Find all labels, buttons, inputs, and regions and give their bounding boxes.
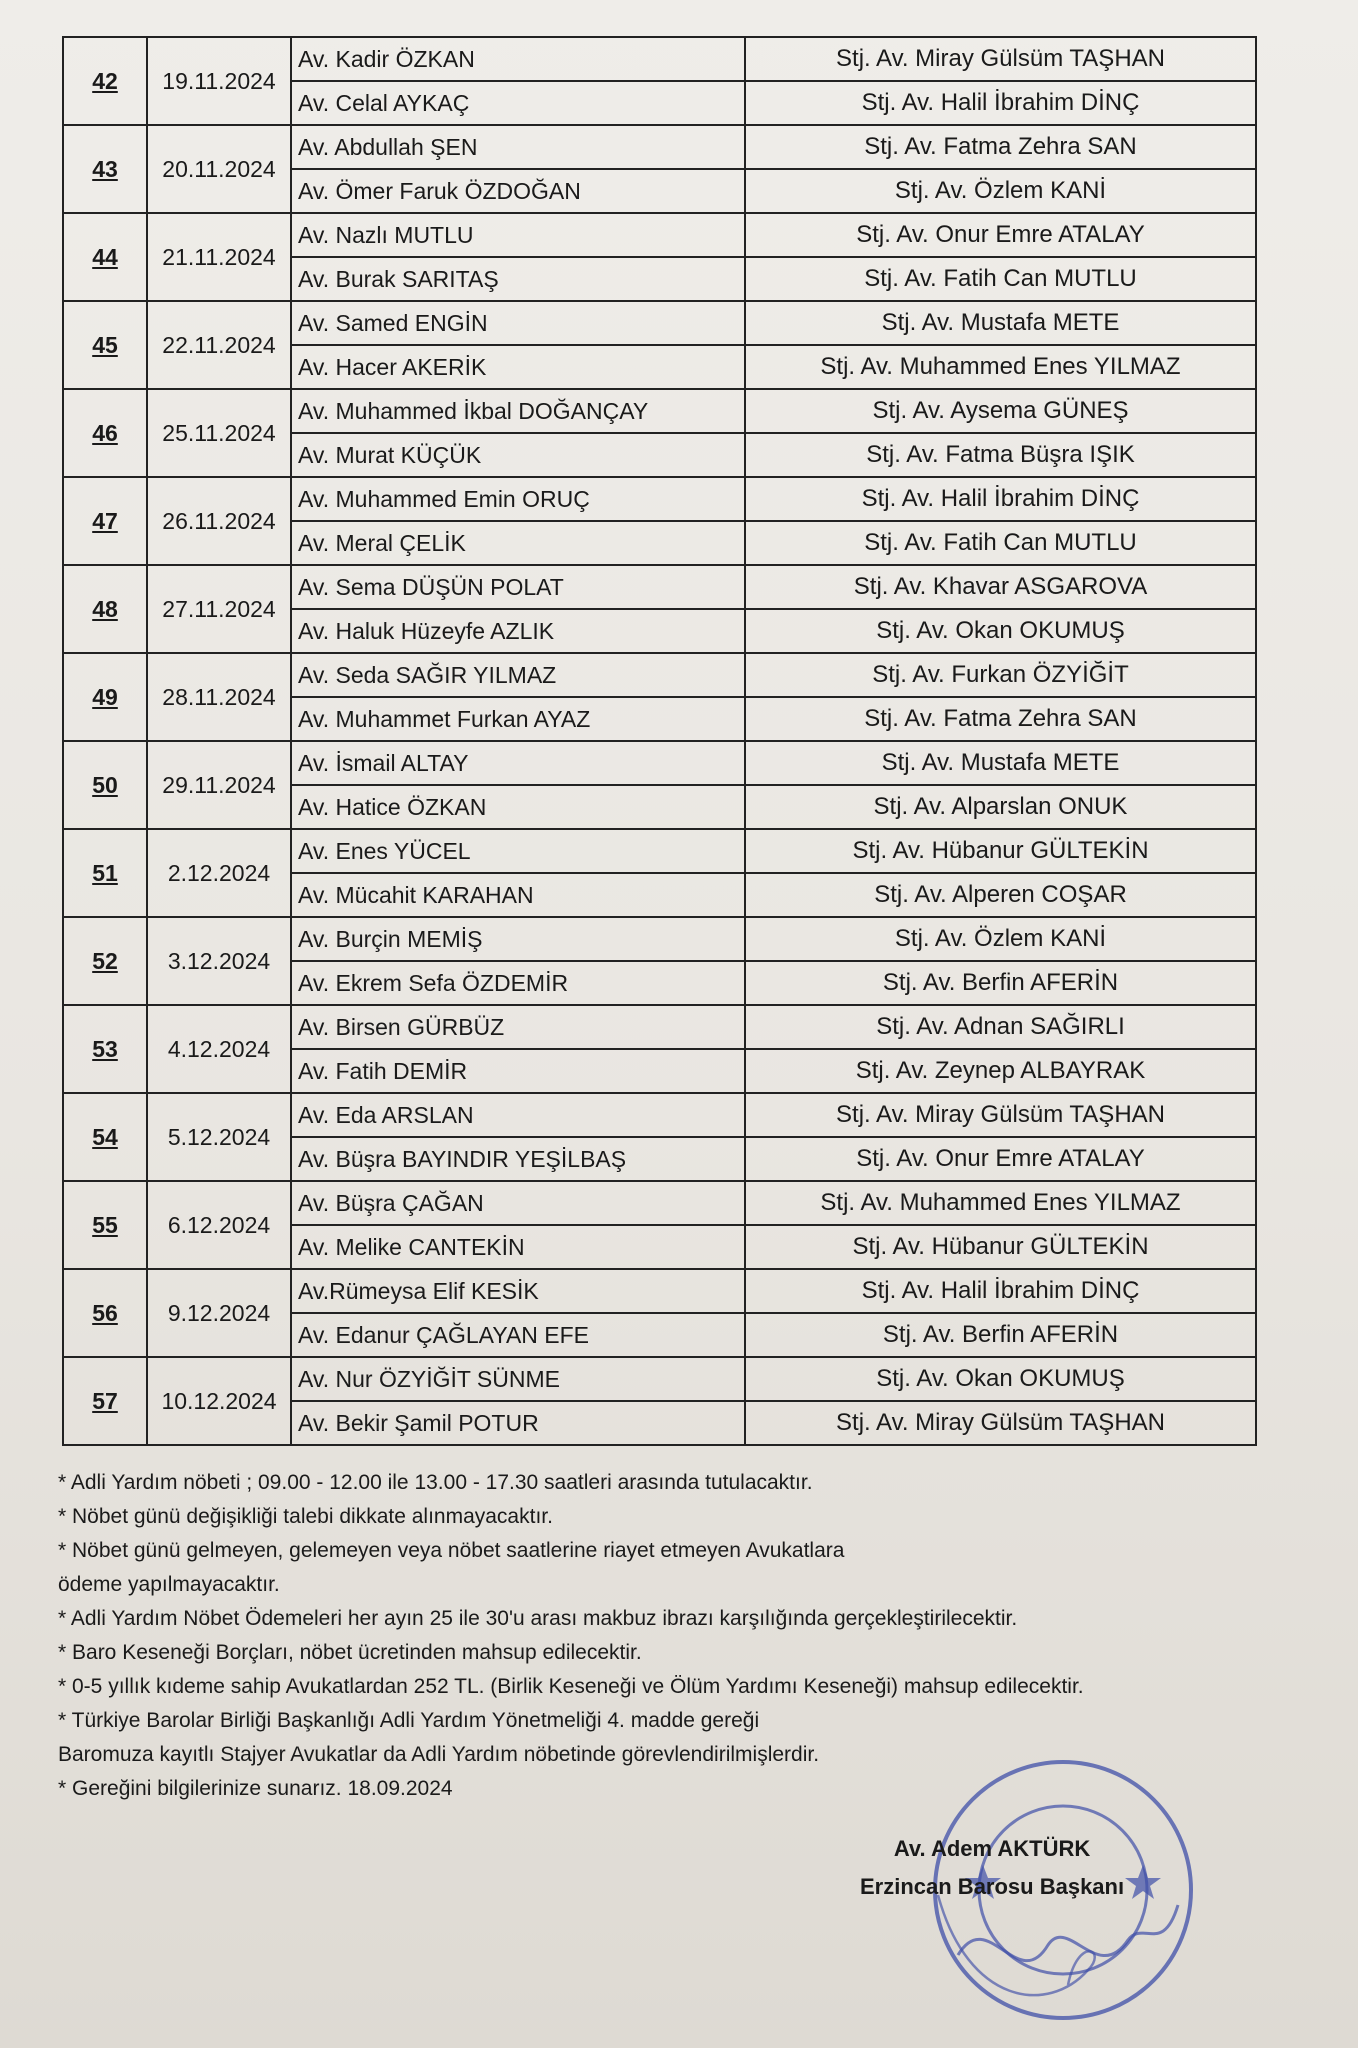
trainee-lawyer-name: Stj. Av. Halil İbrahim DİNÇ (745, 81, 1256, 125)
trainee-lawyer-name: Stj. Av. Fatma Zehra SAN (745, 125, 1256, 169)
roster-row (63, 477, 1256, 521)
note-line: * Adli Yardım Nöbet Ödemeleri her ayın 25 ile 30'u arası makbuz ibrazı karşılığında gerçekleştirilecektir. (58, 1607, 1018, 1630)
roster-row (63, 389, 1256, 433)
trainee-lawyer-name: Stj. Av. Aysema GÜNEŞ (745, 389, 1256, 433)
row-number: 45 (63, 301, 147, 389)
trainee-lawyer-name: Stj. Av. Özlem KANİ (745, 917, 1256, 961)
roster-row (63, 653, 1256, 697)
trainee-lawyer-name: Stj. Av. Berfin AFERİN (745, 1313, 1256, 1357)
lawyer-name: Av. Melike CANTEKİN (291, 1225, 745, 1269)
lawyer-name: Av. Büşra BAYINDIR YEŞİLBAŞ (291, 1137, 745, 1181)
trainee-lawyer-name: Stj. Av. Berfin AFERİN (745, 961, 1256, 1005)
lawyer-name: Av. Muhammed İkbal DOĞANÇAY (291, 389, 745, 433)
roster-row (63, 1269, 1256, 1313)
roster-row (63, 301, 1256, 345)
note-line: ödeme yapılmayacaktır. (58, 1573, 280, 1596)
roster-row (63, 213, 1256, 257)
note-line: * Baro Keseneği Borçları, nöbet ücretinden mahsup edilecektir. (58, 1641, 642, 1664)
trainee-lawyer-name: Stj. Av. Onur Emre ATALAY (745, 213, 1256, 257)
lawyer-name: Av. Fatih DEMİR (291, 1049, 745, 1093)
trainee-lawyer-name: Stj. Av. Mustafa METE (745, 741, 1256, 785)
trainee-lawyer-name: Stj. Av. Furkan ÖZYİĞİT (745, 653, 1256, 697)
lawyer-name: Av. Hatice ÖZKAN (291, 785, 745, 829)
lawyer-name: Av. Edanur ÇAĞLAYAN EFE (291, 1313, 745, 1357)
trainee-lawyer-name: Stj. Av. Muhammed Enes YILMAZ (745, 345, 1256, 389)
signatory-title: Erzincan Barosu Başkanı (860, 1874, 1125, 1899)
roster-row (63, 565, 1256, 609)
row-number: 57 (63, 1357, 147, 1445)
duty-date: 28.11.2024 (147, 653, 291, 741)
lawyer-name: Av. Ömer Faruk ÖZDOĞAN (291, 169, 745, 213)
row-number: 44 (63, 213, 147, 301)
lawyer-name: Av. Sema DÜŞÜN POLAT (291, 565, 745, 609)
lawyer-name: Av. Meral ÇELİK (291, 521, 745, 565)
duty-date: 26.11.2024 (147, 477, 291, 565)
roster-row (63, 1093, 1256, 1137)
row-number: 43 (63, 125, 147, 213)
lawyer-name: Av. Büşra ÇAĞAN (291, 1181, 745, 1225)
lawyer-name: Av. Burak SARITAŞ (291, 257, 745, 301)
row-number: 53 (63, 1005, 147, 1093)
trainee-lawyer-name: Stj. Av. Miray Gülsüm TAŞHAN (745, 1093, 1256, 1137)
trainee-lawyer-name: Stj. Av. Mustafa METE (745, 301, 1256, 345)
lawyer-name: Av. Muhammed Emin ORUÇ (291, 477, 745, 521)
row-number: 54 (63, 1093, 147, 1181)
duty-date: 10.12.2024 (147, 1357, 291, 1445)
row-number: 49 (63, 653, 147, 741)
trainee-lawyer-name: Stj. Av. Hübanur GÜLTEKİN (745, 1225, 1256, 1269)
roster-row (63, 829, 1256, 873)
lawyer-name: Av. Hacer AKERİK (291, 345, 745, 389)
trainee-lawyer-name: Stj. Av. Onur Emre ATALAY (745, 1137, 1256, 1181)
lawyer-name: Av. Birsen GÜRBÜZ (291, 1005, 745, 1049)
signatory-name: Av. Adem AKTÜRK (893, 1836, 1091, 1861)
note-line: * 0-5 yıllık kıdeme sahip Avukatlardan 252 TL. (Birlik Keseneği ve Ölüm Yardımı Keseneği) mahsup edilecektir. (58, 1675, 1084, 1698)
lawyer-name: Av. Bekir Şamil POTUR (291, 1401, 745, 1445)
roster-row (63, 917, 1256, 961)
row-number: 51 (63, 829, 147, 917)
lawyer-name: Av. Celal AYKAÇ (291, 81, 745, 125)
lawyer-name: Av.Rümeysa Elif KESİK (291, 1269, 745, 1313)
roster-row (63, 1005, 1256, 1049)
duty-date: 25.11.2024 (147, 389, 291, 477)
lawyer-name: Av. İsmail ALTAY (291, 741, 745, 785)
trainee-lawyer-name: Stj. Av. Fatih Can MUTLU (745, 521, 1256, 565)
lawyer-name: Av. Muhammet Furkan AYAZ (291, 697, 745, 741)
duty-date: 6.12.2024 (147, 1181, 291, 1269)
roster-row (63, 1181, 1256, 1225)
duty-date: 22.11.2024 (147, 301, 291, 389)
trainee-lawyer-name: Stj. Av. Okan OKUMUŞ (745, 1357, 1256, 1401)
row-number: 46 (63, 389, 147, 477)
roster-row (63, 37, 1256, 81)
roster-row (63, 1357, 1256, 1401)
note-line: * Nöbet günü değişikliği talebi dikkate alınmayacaktır. (58, 1505, 553, 1528)
lawyer-name: Av. Nur ÖZYİĞİT SÜNME (291, 1357, 745, 1401)
trainee-lawyer-name: Stj. Av. Fatma Büşra IŞIK (745, 433, 1256, 477)
row-number: 52 (63, 917, 147, 1005)
duty-date: 4.12.2024 (147, 1005, 291, 1093)
trainee-lawyer-name: Stj. Av. Halil İbrahim DİNÇ (745, 477, 1256, 521)
trainee-lawyer-name: Stj. Av. Fatih Can MUTLU (745, 257, 1256, 301)
lawyer-name: Av. Burçin MEMİŞ (291, 917, 745, 961)
row-number: 42 (63, 37, 147, 125)
trainee-lawyer-name: Stj. Av. Fatma Zehra SAN (745, 697, 1256, 741)
lawyer-name: Av. Ekrem Sefa ÖZDEMİR (291, 961, 745, 1005)
lawyer-name: Av. Mücahit KARAHAN (291, 873, 745, 917)
lawyer-name: Av. Nazlı MUTLU (291, 213, 745, 257)
note-line: * Nöbet günü gelmeyen, gelemeyen veya nöbet saatlerine riayet etmeyen Avukatlara (58, 1539, 845, 1562)
note-line: * Gereğini bilgilerinize sunarız. 18.09.2024 (58, 1777, 453, 1800)
duty-date: 3.12.2024 (147, 917, 291, 1005)
lawyer-name: Av. Murat KÜÇÜK (291, 433, 745, 477)
duty-date: 21.11.2024 (147, 213, 291, 301)
lawyer-name: Av. Seda SAĞIR YILMAZ (291, 653, 745, 697)
row-number: 56 (63, 1269, 147, 1357)
lawyer-name: Av. Eda ARSLAN (291, 1093, 745, 1137)
trainee-lawyer-name: Stj. Av. Zeynep ALBAYRAK (745, 1049, 1256, 1093)
row-number: 55 (63, 1181, 147, 1269)
lawyer-name: Av. Abdullah ŞEN (291, 125, 745, 169)
duty-date: 29.11.2024 (147, 741, 291, 829)
note-line: * Türkiye Barolar Birliği Başkanlığı Adli Yardım Yönetmeliği 4. madde gereği (58, 1709, 760, 1732)
trainee-lawyer-name: Stj. Av. Halil İbrahim DİNÇ (745, 1269, 1256, 1313)
lawyer-name: Av. Haluk Hüzeyfe AZLIK (291, 609, 745, 653)
duty-date: 27.11.2024 (147, 565, 291, 653)
trainee-lawyer-name: Stj. Av. Alparslan ONUK (745, 785, 1256, 829)
note-line: Baromuza kayıtlı Stajyer Avukatlar da Adli Yardım nöbetinde görevlendirilmişlerdir. (58, 1743, 820, 1766)
trainee-lawyer-name: Stj. Av. Miray Gülsüm TAŞHAN (745, 1401, 1256, 1445)
duty-date: 9.12.2024 (147, 1269, 291, 1357)
duty-roster-table (62, 36, 1257, 1446)
duty-date: 5.12.2024 (147, 1093, 291, 1181)
trainee-lawyer-name: Stj. Av. Alperen COŞAR (745, 873, 1256, 917)
duty-date: 20.11.2024 (147, 125, 291, 213)
row-number: 47 (63, 477, 147, 565)
duty-date: 19.11.2024 (147, 37, 291, 125)
trainee-lawyer-name: Stj. Av. Muhammed Enes YILMAZ (745, 1181, 1256, 1225)
trainee-lawyer-name: Stj. Av. Özlem KANİ (745, 169, 1256, 213)
note-line: * Adli Yardım nöbeti ; 09.00 - 12.00 ile 13.00 - 17.30 saatleri arasında tutulacaktır. (58, 1471, 813, 1494)
roster-row (63, 125, 1256, 169)
lawyer-name: Av. Samed ENGİN (291, 301, 745, 345)
signature-block (860, 1830, 1124, 1906)
lawyer-name: Av. Enes YÜCEL (291, 829, 745, 873)
row-number: 50 (63, 741, 147, 829)
trainee-lawyer-name: Stj. Av. Adnan SAĞIRLI (745, 1005, 1256, 1049)
trainee-lawyer-name: Stj. Av. Miray Gülsüm TAŞHAN (745, 37, 1256, 81)
trainee-lawyer-name: Stj. Av. Okan OKUMUŞ (745, 609, 1256, 653)
duty-date: 2.12.2024 (147, 829, 291, 917)
trainee-lawyer-name: Stj. Av. Khavar ASGAROVA (745, 565, 1256, 609)
lawyer-name: Av. Kadir ÖZKAN (291, 37, 745, 81)
trainee-lawyer-name: Stj. Av. Hübanur GÜLTEKİN (745, 829, 1256, 873)
roster-row (63, 741, 1256, 785)
row-number: 48 (63, 565, 147, 653)
